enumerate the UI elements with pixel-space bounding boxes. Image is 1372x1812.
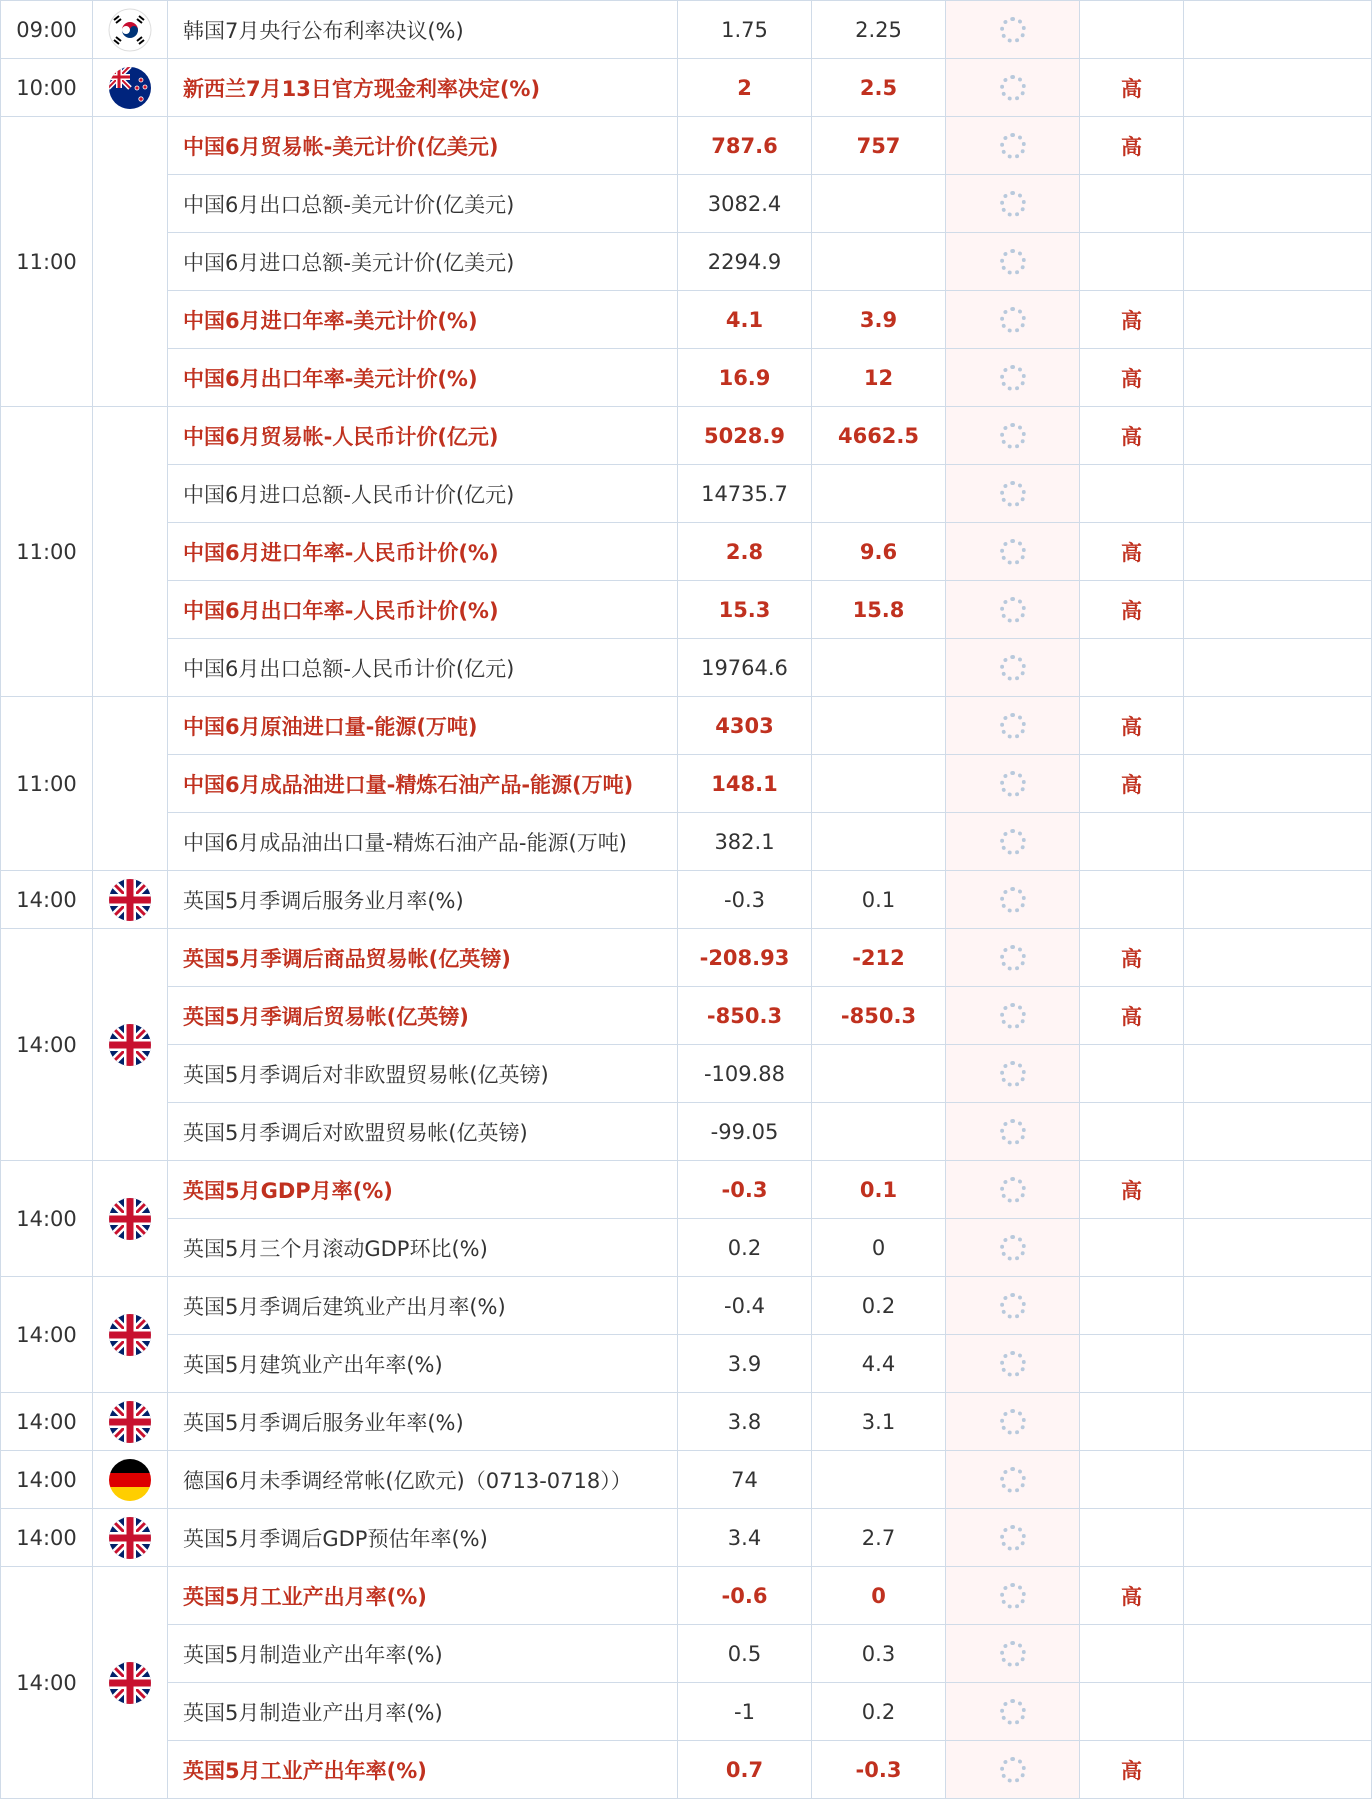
indicator-name: 英国5月季调后贸易帐(亿英镑)	[168, 987, 678, 1045]
indicator-name: 中国6月出口年率-美元计价(%)	[168, 349, 678, 407]
indicator-name: 英国5月工业产出月率(%)	[168, 1567, 678, 1625]
loading-spinner-icon	[1000, 17, 1026, 43]
actual-value-cell	[946, 639, 1080, 697]
previous-value: -850.3	[678, 987, 812, 1045]
loading-spinner-icon	[1000, 1699, 1026, 1725]
detail-cell	[1184, 987, 1372, 1045]
table-row	[1, 639, 1372, 697]
indicator-name: 韩国7月央行公布利率决议(%)	[168, 1, 678, 59]
indicator-name: 英国5月季调后建筑业产出月率(%)	[168, 1277, 678, 1335]
event-time: 14:00	[1, 1509, 93, 1567]
forecast-value: 3.9	[812, 291, 946, 349]
forecast-value: 15.8	[812, 581, 946, 639]
table-row	[1, 987, 1372, 1045]
detail-cell	[1184, 755, 1372, 813]
detail-cell	[1184, 1045, 1372, 1103]
detail-cell	[1184, 871, 1372, 929]
actual-value-cell	[946, 1, 1080, 59]
uk-flag-icon	[108, 1661, 152, 1705]
country-flag-cell	[93, 1393, 168, 1451]
kr-flag-icon	[108, 8, 152, 52]
table-row	[1, 755, 1372, 813]
actual-value-cell	[946, 1219, 1080, 1277]
event-time: 14:00	[1, 1451, 93, 1509]
table-row	[1, 523, 1372, 581]
importance-label	[1080, 639, 1184, 697]
event-time: 11:00	[1, 407, 93, 697]
actual-value-cell	[946, 697, 1080, 755]
forecast-value	[812, 1451, 946, 1509]
loading-spinner-icon	[1000, 1061, 1026, 1087]
event-time: 11:00	[1, 117, 93, 407]
actual-value-cell	[946, 1567, 1080, 1625]
actual-value-cell	[946, 1161, 1080, 1219]
importance-label	[1080, 1219, 1184, 1277]
loading-spinner-icon	[1000, 481, 1026, 507]
previous-value: -1	[678, 1683, 812, 1741]
actual-value-cell	[946, 581, 1080, 639]
table-row	[1, 1509, 1372, 1567]
uk-flag-icon	[108, 1313, 152, 1357]
indicator-name: 中国6月成品油出口量-精炼石油产品-能源(万吨)	[168, 813, 678, 871]
importance-label	[1080, 1509, 1184, 1567]
loading-spinner-icon	[1000, 1235, 1026, 1261]
previous-value: 1.75	[678, 1, 812, 59]
actual-value-cell	[946, 1277, 1080, 1335]
actual-value-cell	[946, 1451, 1080, 1509]
previous-value: -109.88	[678, 1045, 812, 1103]
event-time: 14:00	[1, 1393, 93, 1451]
loading-spinner-icon	[1000, 829, 1026, 855]
table-row	[1, 1161, 1372, 1219]
indicator-name: 英国5月制造业产出月率(%)	[168, 1683, 678, 1741]
detail-cell	[1184, 1219, 1372, 1277]
detail-cell	[1184, 233, 1372, 291]
loading-spinner-icon	[1000, 1351, 1026, 1377]
detail-cell	[1184, 465, 1372, 523]
table-row	[1, 1277, 1372, 1335]
table-row	[1, 59, 1372, 117]
forecast-value: 0	[812, 1567, 946, 1625]
actual-value-cell	[946, 1683, 1080, 1741]
importance-label	[1080, 1625, 1184, 1683]
indicator-name: 中国6月出口总额-美元计价(亿美元)	[168, 175, 678, 233]
table-row	[1, 1625, 1372, 1683]
loading-spinner-icon	[1000, 1177, 1026, 1203]
forecast-value	[812, 755, 946, 813]
importance-label	[1080, 813, 1184, 871]
previous-value: 2294.9	[678, 233, 812, 291]
actual-value-cell	[946, 871, 1080, 929]
indicator-name: 英国5月制造业产出年率(%)	[168, 1625, 678, 1683]
forecast-value	[812, 233, 946, 291]
table-row	[1, 929, 1372, 987]
importance-label	[1080, 233, 1184, 291]
forecast-value: 2.7	[812, 1509, 946, 1567]
event-time: 11:00	[1, 697, 93, 871]
table-row	[1, 1451, 1372, 1509]
detail-cell	[1184, 407, 1372, 465]
forecast-value: 2.25	[812, 1, 946, 59]
forecast-value: 4.4	[812, 1335, 946, 1393]
forecast-value	[812, 697, 946, 755]
table-row	[1, 697, 1372, 755]
importance-label: 高	[1080, 1741, 1184, 1799]
actual-value-cell	[946, 1103, 1080, 1161]
detail-cell	[1184, 639, 1372, 697]
loading-spinner-icon	[1000, 771, 1026, 797]
importance-label	[1080, 1, 1184, 59]
forecast-value: 9.6	[812, 523, 946, 581]
importance-label: 高	[1080, 59, 1184, 117]
table-row	[1, 871, 1372, 929]
loading-spinner-icon	[1000, 1467, 1026, 1493]
indicator-name: 中国6月出口总额-人民币计价(亿元)	[168, 639, 678, 697]
forecast-value	[812, 1103, 946, 1161]
detail-cell	[1184, 1277, 1372, 1335]
forecast-value	[812, 813, 946, 871]
importance-label	[1080, 1683, 1184, 1741]
actual-value-cell	[946, 1509, 1080, 1567]
country-flag-cell	[93, 1161, 168, 1277]
table-row	[1, 1567, 1372, 1625]
loading-spinner-icon	[1000, 423, 1026, 449]
actual-value-cell	[946, 59, 1080, 117]
detail-cell	[1184, 523, 1372, 581]
table-row	[1, 1045, 1372, 1103]
previous-value: -0.4	[678, 1277, 812, 1335]
indicator-name: 中国6月进口年率-美元计价(%)	[168, 291, 678, 349]
country-flag-cell	[93, 117, 168, 407]
loading-spinner-icon	[1000, 539, 1026, 565]
forecast-value: -212	[812, 929, 946, 987]
detail-cell	[1184, 1625, 1372, 1683]
indicator-name: 英国5月季调后对非欧盟贸易帐(亿英镑)	[168, 1045, 678, 1103]
event-time: 14:00	[1, 1567, 93, 1799]
indicator-name: 中国6月贸易帐-人民币计价(亿元)	[168, 407, 678, 465]
forecast-value	[812, 1045, 946, 1103]
loading-spinner-icon	[1000, 1757, 1026, 1783]
loading-spinner-icon	[1000, 1119, 1026, 1145]
forecast-value: 0.2	[812, 1683, 946, 1741]
actual-value-cell	[946, 987, 1080, 1045]
indicator-name: 英国5月GDP月率(%)	[168, 1161, 678, 1219]
loading-spinner-icon	[1000, 75, 1026, 101]
forecast-value: -850.3	[812, 987, 946, 1045]
loading-spinner-icon	[1000, 249, 1026, 275]
table-row	[1, 1741, 1372, 1799]
forecast-value: 2.5	[812, 59, 946, 117]
forecast-value: 0	[812, 1219, 946, 1277]
table-row	[1, 1219, 1372, 1277]
detail-cell	[1184, 349, 1372, 407]
previous-value: -0.3	[678, 1161, 812, 1219]
event-time: 09:00	[1, 1, 93, 59]
detail-cell	[1184, 1741, 1372, 1799]
detail-cell	[1184, 813, 1372, 871]
forecast-value: -0.3	[812, 1741, 946, 1799]
importance-label: 高	[1080, 407, 1184, 465]
previous-value: 382.1	[678, 813, 812, 871]
country-flag-cell	[93, 407, 168, 697]
detail-cell	[1184, 175, 1372, 233]
forecast-value: 0.1	[812, 1161, 946, 1219]
indicator-name: 中国6月进口总额-人民币计价(亿元)	[168, 465, 678, 523]
detail-cell	[1184, 1, 1372, 59]
previous-value: 74	[678, 1451, 812, 1509]
actual-value-cell	[946, 523, 1080, 581]
previous-value: 3.8	[678, 1393, 812, 1451]
loading-spinner-icon	[1000, 1003, 1026, 1029]
indicator-name: 新西兰7月13日官方现金利率决定(%)	[168, 59, 678, 117]
table-row	[1, 407, 1372, 465]
detail-cell	[1184, 581, 1372, 639]
detail-cell	[1184, 697, 1372, 755]
importance-label	[1080, 1045, 1184, 1103]
loading-spinner-icon	[1000, 887, 1026, 913]
importance-label	[1080, 1393, 1184, 1451]
actual-value-cell	[946, 813, 1080, 871]
loading-spinner-icon	[1000, 307, 1026, 333]
previous-value: 4303	[678, 697, 812, 755]
importance-label	[1080, 1277, 1184, 1335]
loading-spinner-icon	[1000, 1525, 1026, 1551]
previous-value: 3.4	[678, 1509, 812, 1567]
actual-value-cell	[946, 1625, 1080, 1683]
detail-cell	[1184, 1567, 1372, 1625]
actual-value-cell	[946, 1045, 1080, 1103]
loading-spinner-icon	[1000, 1583, 1026, 1609]
indicator-name: 中国6月进口总额-美元计价(亿美元)	[168, 233, 678, 291]
table-row	[1, 1103, 1372, 1161]
table-row	[1, 1335, 1372, 1393]
table-row	[1, 349, 1372, 407]
de-flag-icon	[108, 1458, 152, 1502]
importance-label: 高	[1080, 523, 1184, 581]
importance-label: 高	[1080, 987, 1184, 1045]
indicator-name: 中国6月原油进口量-能源(万吨)	[168, 697, 678, 755]
actual-value-cell	[946, 117, 1080, 175]
previous-value: 0.2	[678, 1219, 812, 1277]
country-flag-cell	[93, 929, 168, 1161]
detail-cell	[1184, 1393, 1372, 1451]
previous-value: 5028.9	[678, 407, 812, 465]
forecast-value: 12	[812, 349, 946, 407]
table-row	[1, 465, 1372, 523]
importance-label: 高	[1080, 349, 1184, 407]
actual-value-cell	[946, 407, 1080, 465]
importance-label	[1080, 871, 1184, 929]
forecast-value: 757	[812, 117, 946, 175]
importance-label	[1080, 175, 1184, 233]
table-row	[1, 291, 1372, 349]
actual-value-cell	[946, 291, 1080, 349]
importance-label	[1080, 1335, 1184, 1393]
importance-label: 高	[1080, 291, 1184, 349]
forecast-value: 3.1	[812, 1393, 946, 1451]
previous-value: 19764.6	[678, 639, 812, 697]
previous-value: 4.1	[678, 291, 812, 349]
table-row	[1, 1, 1372, 59]
country-flag-cell	[93, 1451, 168, 1509]
importance-label: 高	[1080, 929, 1184, 987]
previous-value: 2	[678, 59, 812, 117]
detail-cell	[1184, 1451, 1372, 1509]
importance-label: 高	[1080, 117, 1184, 175]
actual-value-cell	[946, 233, 1080, 291]
indicator-name: 英国5月三个月滚动GDP环比(%)	[168, 1219, 678, 1277]
table-row	[1, 175, 1372, 233]
previous-value: -208.93	[678, 929, 812, 987]
indicator-name: 英国5月建筑业产出年率(%)	[168, 1335, 678, 1393]
indicator-name: 中国6月成品油进口量-精炼石油产品-能源(万吨)	[168, 755, 678, 813]
loading-spinner-icon	[1000, 597, 1026, 623]
previous-value: 3082.4	[678, 175, 812, 233]
detail-cell	[1184, 291, 1372, 349]
forecast-value: 0.2	[812, 1277, 946, 1335]
forecast-value	[812, 639, 946, 697]
indicator-name: 英国5月季调后商品贸易帐(亿英镑)	[168, 929, 678, 987]
indicator-name: 英国5月工业产出年率(%)	[168, 1741, 678, 1799]
event-time: 14:00	[1, 1277, 93, 1393]
previous-value: 14735.7	[678, 465, 812, 523]
indicator-name: 中国6月贸易帐-美元计价(亿美元)	[168, 117, 678, 175]
importance-label: 高	[1080, 697, 1184, 755]
previous-value: -0.3	[678, 871, 812, 929]
table-row	[1, 1393, 1372, 1451]
uk-flag-icon	[108, 1400, 152, 1444]
detail-cell	[1184, 1103, 1372, 1161]
detail-cell	[1184, 1509, 1372, 1567]
loading-spinner-icon	[1000, 1641, 1026, 1667]
indicator-name: 英国5月季调后对欧盟贸易帐(亿英镑)	[168, 1103, 678, 1161]
indicator-name: 英国5月季调后服务业年率(%)	[168, 1393, 678, 1451]
country-flag-cell	[93, 1277, 168, 1393]
importance-label	[1080, 1451, 1184, 1509]
previous-value: 16.9	[678, 349, 812, 407]
forecast-value: 0.1	[812, 871, 946, 929]
nz-flag-icon	[108, 66, 152, 110]
actual-value-cell	[946, 1741, 1080, 1799]
country-flag-cell	[93, 1, 168, 59]
uk-flag-icon	[108, 878, 152, 922]
importance-label	[1080, 465, 1184, 523]
actual-value-cell	[946, 929, 1080, 987]
calendar-body	[1, 1, 1372, 1799]
country-flag-cell	[93, 1509, 168, 1567]
table-row	[1, 117, 1372, 175]
event-time: 14:00	[1, 929, 93, 1161]
table-row	[1, 813, 1372, 871]
previous-value: 148.1	[678, 755, 812, 813]
loading-spinner-icon	[1000, 1293, 1026, 1319]
previous-value: 3.9	[678, 1335, 812, 1393]
actual-value-cell	[946, 1335, 1080, 1393]
previous-value: -0.6	[678, 1567, 812, 1625]
previous-value: 2.8	[678, 523, 812, 581]
importance-label: 高	[1080, 1567, 1184, 1625]
country-flag-cell	[93, 697, 168, 871]
indicator-name: 德国6月未季调经常帐(亿欧元)（0713-0718））	[168, 1451, 678, 1509]
detail-cell	[1184, 1335, 1372, 1393]
indicator-name: 英国5月季调后服务业月率(%)	[168, 871, 678, 929]
forecast-value	[812, 175, 946, 233]
loading-spinner-icon	[1000, 945, 1026, 971]
previous-value: 15.3	[678, 581, 812, 639]
table-row	[1, 581, 1372, 639]
previous-value: 787.6	[678, 117, 812, 175]
country-flag-cell	[93, 59, 168, 117]
detail-cell	[1184, 929, 1372, 987]
loading-spinner-icon	[1000, 365, 1026, 391]
actual-value-cell	[946, 175, 1080, 233]
actual-value-cell	[946, 755, 1080, 813]
uk-flag-icon	[108, 1023, 152, 1067]
uk-flag-icon	[108, 1197, 152, 1241]
importance-label: 高	[1080, 755, 1184, 813]
loading-spinner-icon	[1000, 133, 1026, 159]
actual-value-cell	[946, 349, 1080, 407]
forecast-value: 4662.5	[812, 407, 946, 465]
table-row	[1, 1683, 1372, 1741]
indicator-name: 中国6月出口年率-人民币计价(%)	[168, 581, 678, 639]
country-flag-cell	[93, 871, 168, 929]
detail-cell	[1184, 59, 1372, 117]
actual-value-cell	[946, 1393, 1080, 1451]
detail-cell	[1184, 1161, 1372, 1219]
importance-label: 高	[1080, 1161, 1184, 1219]
event-time: 14:00	[1, 1161, 93, 1277]
previous-value: 0.7	[678, 1741, 812, 1799]
loading-spinner-icon	[1000, 713, 1026, 739]
importance-label	[1080, 1103, 1184, 1161]
table-row	[1, 233, 1372, 291]
event-time: 10:00	[1, 59, 93, 117]
loading-spinner-icon	[1000, 655, 1026, 681]
indicator-name: 中国6月进口年率-人民币计价(%)	[168, 523, 678, 581]
loading-spinner-icon	[1000, 1409, 1026, 1435]
detail-cell	[1184, 1683, 1372, 1741]
uk-flag-icon	[108, 1516, 152, 1560]
loading-spinner-icon	[1000, 191, 1026, 217]
forecast-value	[812, 465, 946, 523]
indicator-name: 英国5月季调后GDP预估年率(%)	[168, 1509, 678, 1567]
actual-value-cell	[946, 465, 1080, 523]
forecast-value: 0.3	[812, 1625, 946, 1683]
detail-cell	[1184, 117, 1372, 175]
previous-value: -99.05	[678, 1103, 812, 1161]
importance-label: 高	[1080, 581, 1184, 639]
event-time: 14:00	[1, 871, 93, 929]
previous-value: 0.5	[678, 1625, 812, 1683]
country-flag-cell	[93, 1567, 168, 1799]
